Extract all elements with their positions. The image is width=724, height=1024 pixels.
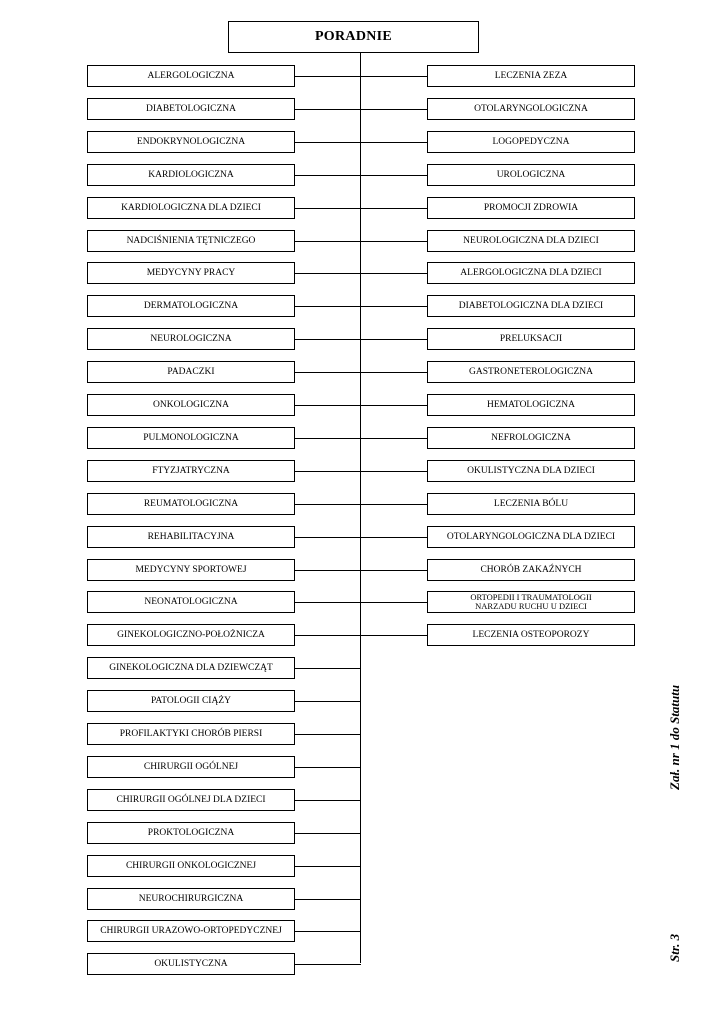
left-connector [295,306,361,307]
right-connector [361,109,427,110]
right-connector [361,273,427,274]
right-connector [361,339,427,340]
left-item-box: PROKTOLOGICZNA [87,822,295,844]
left-item-box: MEDYCYNY PRACY [87,262,295,284]
right-item-box: OTOLARYNGOLOGICZNA [427,98,635,120]
left-connector [295,109,361,110]
left-connector [295,537,361,538]
right-item-box: GASTRONETEROLOGICZNA [427,361,635,383]
right-item-box: PRELUKSACJI [427,328,635,350]
left-item-box: KARDIOLOGICZNA [87,164,295,186]
left-item-box: REHABILITACYJNA [87,526,295,548]
left-connector [295,372,361,373]
left-connector [295,504,361,505]
right-item-box: OKULISTYCZNA DLA DZIECI [427,460,635,482]
right-connector [361,76,427,77]
left-connector [295,273,361,274]
right-connector [361,142,427,143]
left-connector [295,76,361,77]
left-connector [295,438,361,439]
left-connector [295,931,361,932]
right-item-box: OTOLARYNGOLOGICZNA DLA DZIECI [427,526,635,548]
left-item-box: PADACZKI [87,361,295,383]
left-item-box: PULMONOLOGICZNA [87,427,295,449]
right-item-box: LECZENIA BÓLU [427,493,635,515]
left-item-box: CHIRURGII URAZOWO-ORTOPEDYCZNEJ [87,920,295,942]
left-connector [295,899,361,900]
right-connector [361,504,427,505]
right-item-box: PROMOCJI ZDROWIA [427,197,635,219]
right-item-box: LOGOPEDYCZNA [427,131,635,153]
right-connector [361,602,427,603]
left-connector [295,701,361,702]
right-item-box: DIABETOLOGICZNA DLA DZIECI [427,295,635,317]
left-item-box: CHIRURGII ONKOLOGICZNEJ [87,855,295,877]
left-connector [295,734,361,735]
right-item-box: NEUROLOGICZNA DLA DZIECI [427,230,635,252]
diagram-title: PORADNIE [228,21,479,53]
spine-line [360,53,361,963]
left-item-box: REUMATOLOGICZNA [87,493,295,515]
right-connector [361,635,427,636]
left-item-box: OKULISTYCZNA [87,953,295,975]
page-number: Str. 3 [667,933,682,962]
left-item-box: MEDYCYNY SPORTOWEJ [87,559,295,581]
right-item-box: NEFROLOGICZNA [427,427,635,449]
left-connector [295,175,361,176]
left-connector [295,142,361,143]
left-item-box: NADCIŚNIENIA TĘTNICZEGO [87,230,295,252]
left-connector [295,339,361,340]
left-item-box: GINEKOLOGICZNA DLA DZIEWCZĄT [87,657,295,679]
left-item-box: ONKOLOGICZNA [87,394,295,416]
left-item-box: PROFILAKTYKI CHORÓB PIERSI [87,723,295,745]
right-item-box: HEMATOLOGICZNA [427,394,635,416]
right-connector [361,372,427,373]
right-item-box: LECZENIA ZEZA [427,65,635,87]
left-item-box: PATOLOGII CIĄŻY [87,690,295,712]
left-connector [295,800,361,801]
right-item-box: CHORÓB ZAKAŹNYCH [427,559,635,581]
left-item-box: DERMATOLOGICZNA [87,295,295,317]
right-item-box: LECZENIA OSTEOPOROZY [427,624,635,646]
attachment-note: Zał. nr 1 do Statutu [667,684,682,790]
right-connector [361,537,427,538]
left-connector [295,602,361,603]
left-connector [295,964,361,965]
left-item-box: CHIRURGII OGÓLNEJ DLA DZIECI [87,789,295,811]
left-connector [295,208,361,209]
left-item-box: KARDIOLOGICZNA DLA DZIECI [87,197,295,219]
left-item-box: FTYZJATRYCZNA [87,460,295,482]
left-item-box: NEUROLOGICZNA [87,328,295,350]
left-connector [295,767,361,768]
left-item-box: CHIRURGII OGÓLNEJ [87,756,295,778]
left-item-box: ALERGOLOGICZNA [87,65,295,87]
left-connector [295,471,361,472]
right-connector [361,175,427,176]
left-connector [295,833,361,834]
left-connector [295,405,361,406]
left-connector [295,635,361,636]
left-connector [295,241,361,242]
right-connector [361,471,427,472]
left-item-box: NEONATOLOGICZNA [87,591,295,613]
right-connector [361,438,427,439]
left-connector [295,570,361,571]
left-item-box: GINEKOLOGICZNO-POŁOŻNICZA [87,624,295,646]
right-item-box: ALERGOLOGICZNA DLA DZIECI [427,262,635,284]
right-item-box: UROLOGICZNA [427,164,635,186]
left-connector [295,668,361,669]
right-connector [361,208,427,209]
right-connector [361,241,427,242]
left-item-box: NEUROCHIRURGICZNA [87,888,295,910]
right-connector [361,405,427,406]
right-connector [361,306,427,307]
right-connector [361,570,427,571]
right-item-box: ORTOPEDII I TRAUMATOLOGII NARZADU RUCHU U DZIECI [427,591,635,613]
left-connector [295,866,361,867]
left-item-box: DIABETOLOGICZNA [87,98,295,120]
left-item-box: ENDOKRYNOLOGICZNA [87,131,295,153]
